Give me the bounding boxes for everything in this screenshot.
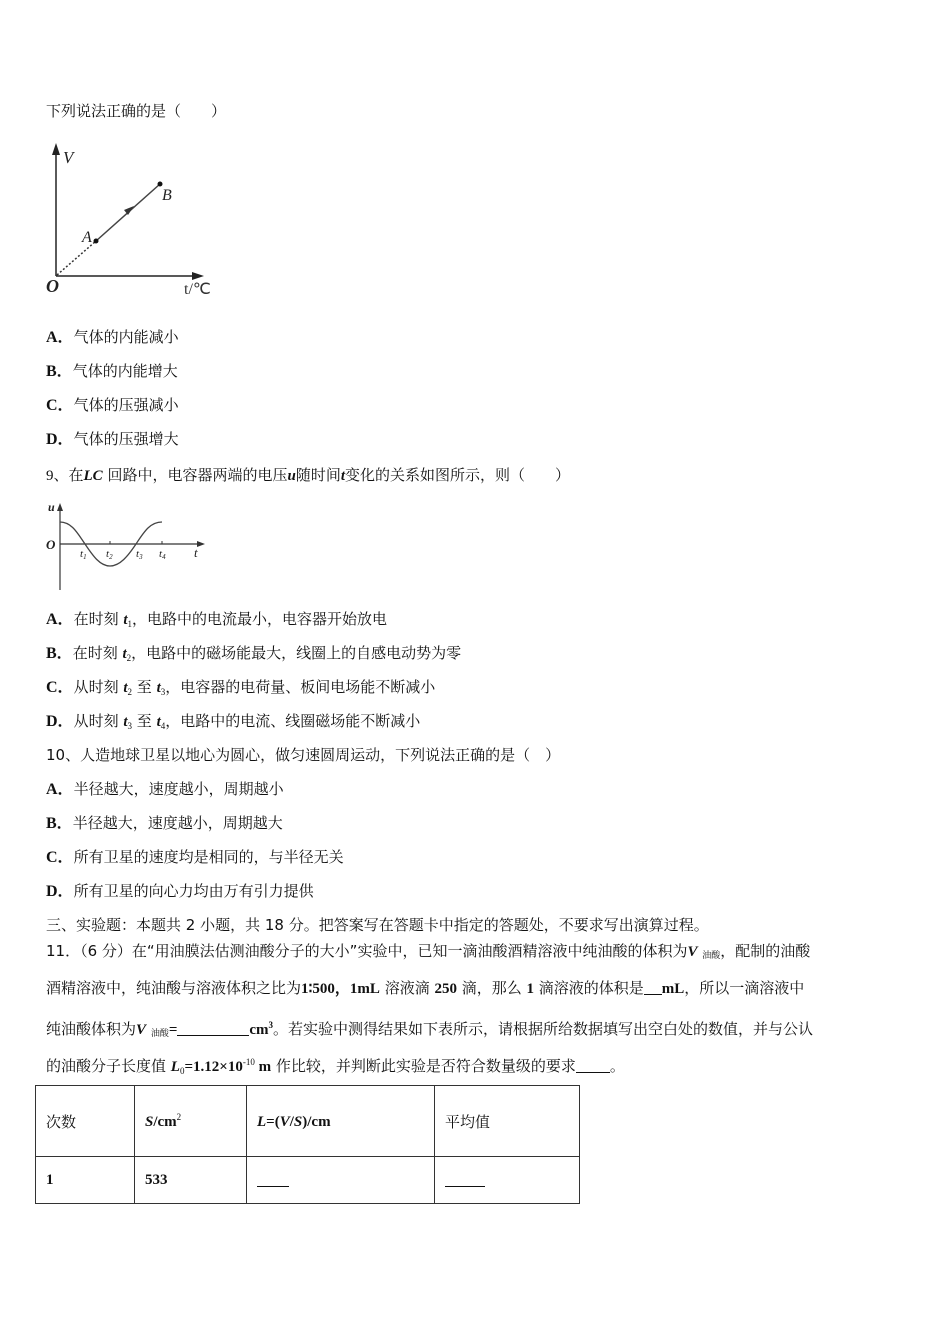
x-axis-label: t/℃ [184, 281, 211, 298]
header-average: 平均值 [435, 1086, 580, 1157]
header-count: 次数 [36, 1086, 135, 1157]
q10-option-c: C．所有卫星的速度均是相同的，与半径无关 [46, 848, 344, 866]
point-b [158, 182, 163, 187]
x-axis-label: t [194, 545, 198, 560]
q8-option-c: C．气体的压强减小 [46, 396, 179, 414]
results-table [35, 1085, 580, 1204]
tick-t1: t1 [80, 548, 87, 561]
cell-count: 1 [36, 1157, 135, 1204]
header-length: L=(V/S)/cm [247, 1086, 435, 1157]
q9-option-b: B．在时刻 $t_2$，电路中的磁场能最大，线圈上的自感电动势为零 [46, 644, 462, 663]
q10-stem: 10、人造地球卫星以地心为圆心，做匀速圆周运动，下列说法正确的是（ ） [46, 746, 561, 764]
y-axis-arrow-icon [52, 143, 60, 155]
origin-label: O [46, 276, 59, 296]
direction-arrow-icon [124, 206, 134, 215]
q11-line-1: 11．（6 分）在“用油膜法估测油酸分子的大小”实验中，已知一滴油酸酒精溶液中纯油酸的体积为V 油酸，配制的油酸 [46, 942, 811, 961]
q9-option-a: A．在时刻 $t_1$，电路中的电流最小，电容器开始放电 [46, 610, 388, 629]
oleic-volume-blank[interactable] [177, 1020, 249, 1036]
cell-average[interactable] [435, 1157, 580, 1204]
x-axis-arrow-icon [192, 272, 204, 280]
u-t-graph [40, 498, 215, 593]
header-area: $S/cm^2$ [135, 1086, 247, 1157]
q10-option-b: B．半径越大，速度越小，周期越大 [46, 814, 283, 832]
cell-area: 533 [135, 1157, 247, 1204]
q11-line-4: 的油酸分子长度值 $L_0=1.12\times 10^{-10}$ m 作比较，并判断此实验是否符合数量级的要求 。 [46, 1057, 625, 1076]
origin-label: O [46, 537, 56, 552]
q9-option-d: D．从时刻 $t_3$ 至 $t_4$，电路中的电流、线圈磁场能不断减小 [46, 712, 421, 731]
dotted-extension [57, 241, 96, 275]
length-blank [257, 1176, 289, 1187]
q11-line-3: 纯油酸体积为V 油酸= $cm^3$。若实验中测得结果如下表所示，请根据所给数据填写出空白处的数值，并与公认 [46, 1020, 814, 1039]
cell-length[interactable] [247, 1157, 435, 1204]
point-b-label: B [162, 187, 172, 204]
y-axis-arrow-icon [57, 503, 63, 511]
tick-t4: t4 [159, 548, 166, 561]
q9-stem: 9、在LC 回路中，电容器两端的电压u随时间t变化的关系如图所示，则（ ） [46, 466, 571, 484]
average-blank [445, 1176, 485, 1187]
tick-t3: t3 [136, 548, 143, 561]
volume-blank[interactable] [644, 979, 662, 995]
y-axis-label: V [63, 148, 74, 167]
point-a-label: A [82, 229, 92, 246]
q10-option-d: D．所有卫星的向心力均由万有引力提供 [46, 882, 314, 900]
x-axis-arrow-icon [197, 541, 205, 547]
judgement-blank[interactable] [576, 1057, 610, 1073]
section-heading: 三、实验题：本题共 2 小题，共 18 分。把答案写在答题卡中指定的答题处，不要求写出演算过程。 [46, 916, 709, 934]
point-a [94, 239, 99, 244]
q8-option-b: B．气体的内能增大 [46, 362, 178, 380]
v-t-graph [40, 140, 230, 300]
q8-stem: 下列说法正确的是（ ） [46, 102, 227, 120]
q11-line-2: 酒精溶液中，纯油酸与溶液体积之比为1∶500，1mL 溶液滴 250 滴，那么 1 滴溶液的体积是 mL，所以一滴溶液中 [46, 979, 805, 997]
q8-option-d: D．气体的压强增大 [46, 430, 179, 448]
table-header-row [36, 1086, 580, 1157]
q9-option-c: C．从时刻 $t_2$ 至 $t_3$，电容器的电荷量、板间电场能不断减小 [46, 678, 436, 697]
q10-option-a: A．半径越大，速度越小，周期越小 [46, 780, 284, 798]
q8-option-a: A．气体的内能减小 [46, 328, 179, 346]
table-row [36, 1157, 580, 1204]
y-axis-label: u [48, 500, 55, 514]
tick-t2: t2 [106, 548, 113, 561]
